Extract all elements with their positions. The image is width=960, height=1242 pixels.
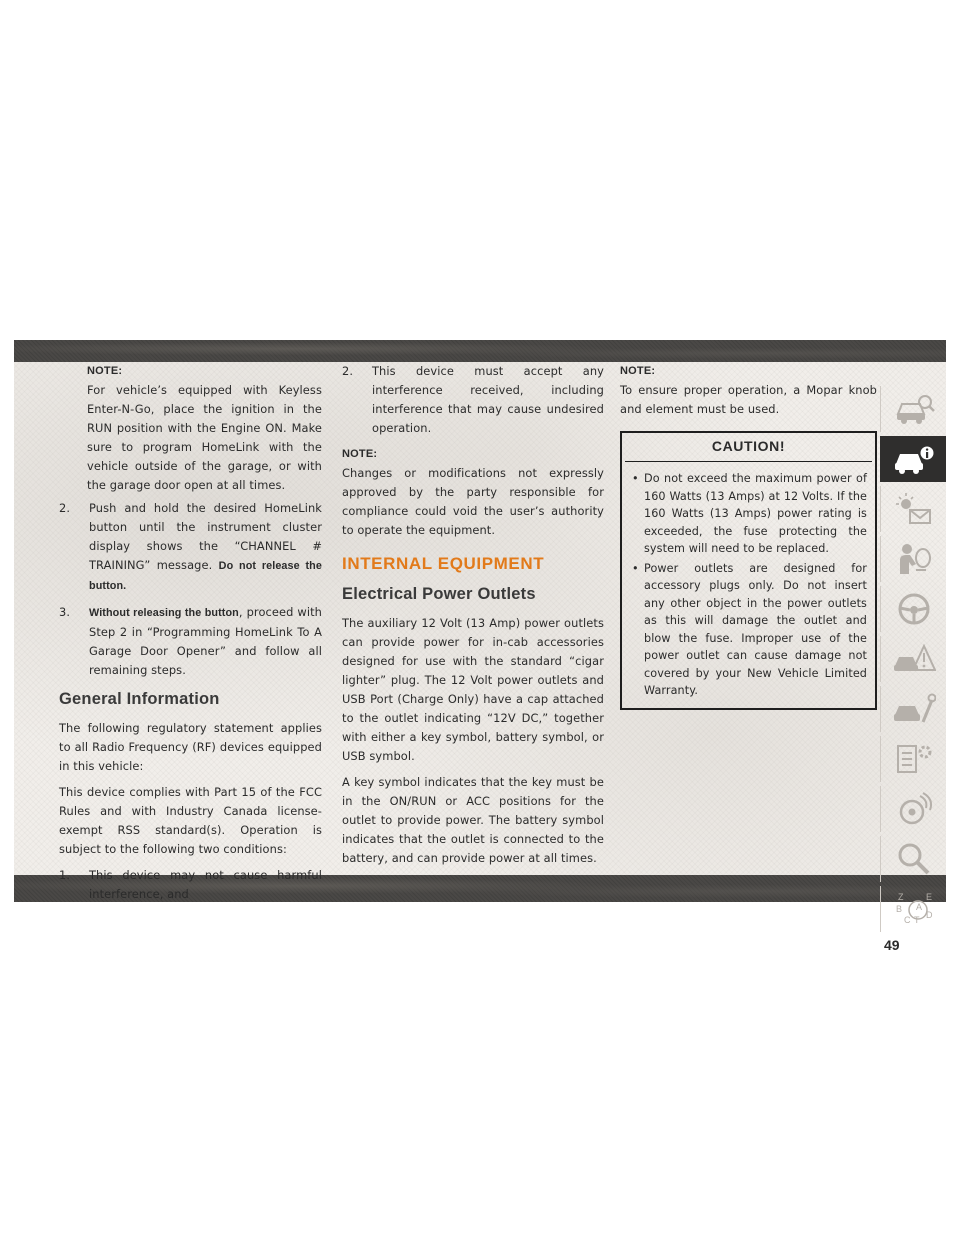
tab-multimedia[interactable] bbox=[880, 786, 947, 832]
power-outlets-heading: Electrical Power Outlets bbox=[342, 585, 536, 603]
outlets-paragraph-2: A key symbol indicates that the key must be in the ON/RUN or ACC positions for the outlet to provide power. The battery symbol indicates that the outlet is connected to the battery, and can provide power at all times. bbox=[342, 775, 604, 865]
hazard-car-icon bbox=[892, 640, 936, 678]
car-magnifier-icon bbox=[892, 390, 936, 428]
step-bold-text: Do not release the button. bbox=[89, 560, 322, 592]
tab-search[interactable] bbox=[880, 836, 947, 882]
bullet-glyph: • bbox=[632, 561, 639, 575]
step-text: Push and hold the desired HomeLink button until the instrument cluster display shows the “CHANNEL # TRAINING” message. bbox=[89, 501, 322, 572]
column-middle bbox=[342, 362, 604, 875]
condition-number: 2. bbox=[342, 364, 354, 378]
bullet-glyph: • bbox=[632, 472, 639, 485]
step-text: , proceed with Step 2 in “Programming HomeLink To A Garage Door Opener” and follow all remaining steps. bbox=[89, 605, 322, 677]
internal-equipment-heading: INTERNAL EQUIPMENT bbox=[342, 554, 545, 573]
warning-lights-icon bbox=[892, 490, 936, 528]
tab-car-wrench[interactable] bbox=[880, 686, 947, 732]
svg-text:E: E bbox=[926, 892, 933, 902]
specs-gear-icon bbox=[892, 740, 936, 778]
note-label: NOTE: bbox=[342, 448, 378, 460]
svg-text:C: C bbox=[904, 915, 911, 925]
index-letters-icon bbox=[892, 890, 936, 928]
svg-text:T: T bbox=[914, 915, 920, 925]
step-number: 2. bbox=[59, 501, 71, 515]
note-text: For vehicle’s equipped with Keyless Enter-N-Go, place the ignition in the RUN position with the Engine ON. Make sure to program HomeLink with the vehicle outside of the garage, or with the garage door open at all times. bbox=[87, 383, 322, 492]
car-wrench-icon bbox=[892, 690, 936, 728]
step-bold-text: Without releasing the button bbox=[89, 607, 239, 619]
condition-text: This device must accept any interference received, including interference that may cause undesired operation. bbox=[372, 364, 604, 435]
caution-bullet-text: Power outlets are designed for accessory plugs only. Do not insert any other object in the power outlets as this will damage the outlet and blow the fuse. Improper use of the power outlet can cause damage not covered by your New Vehicle Limited Warranty. bbox=[644, 561, 867, 697]
svg-text:D: D bbox=[926, 910, 933, 920]
caution-bullet-text: Do not exceed the maximum power of 160 Watts (13 Amps) at 12 Volts. If the 160 Watts (13 Amps) power rating is exceeded, the fuse protecting the system will need to be replaced. bbox=[644, 472, 867, 555]
tab-car-info[interactable] bbox=[880, 436, 946, 482]
car-info-icon bbox=[891, 440, 935, 478]
general-paragraph-1: The following regulatory statement applies to all Radio Frequency (RF) devices equipped in this vehicle: bbox=[59, 721, 322, 773]
tab-warning-lights[interactable] bbox=[880, 486, 947, 532]
condition-1 bbox=[59, 866, 322, 904]
step-2 bbox=[59, 499, 322, 596]
note-text: To ensure proper operation, a Mopar knob and element must be used. bbox=[620, 383, 877, 416]
general-paragraph-2: This device complies with Part 15 of the FCC Rules and with Industry Canada license-exempt RSS standard(s). Operation is subject to the following two conditions: bbox=[59, 785, 322, 856]
search-icon bbox=[892, 840, 936, 878]
tab-index[interactable] bbox=[880, 886, 947, 932]
column-right bbox=[620, 362, 877, 710]
steering-wheel-icon bbox=[892, 590, 936, 628]
chapter-tabs bbox=[880, 386, 946, 936]
general-information-heading: General Information bbox=[59, 690, 220, 708]
note-label: NOTE: bbox=[620, 365, 656, 377]
caution-bullet bbox=[630, 470, 867, 558]
tab-airbag-person[interactable] bbox=[880, 536, 947, 582]
tab-steering-wheel[interactable] bbox=[880, 586, 947, 632]
multimedia-icon bbox=[892, 790, 936, 828]
svg-text:A: A bbox=[916, 902, 923, 912]
caution-list bbox=[622, 470, 875, 700]
note-label: NOTE: bbox=[87, 365, 123, 377]
column-left bbox=[59, 362, 322, 911]
caution-bullet bbox=[630, 560, 867, 700]
tab-hazard-car[interactable] bbox=[880, 636, 947, 682]
outlets-paragraph-1: The auxiliary 12 Volt (13 Amp) power outlets can provide power for in-cab accessories designed for use with the standard “cigar lighter” plug. The 12 Volt power outlets and USB Port (Charge Only) have a cap attached to the outlet indicating “12V DC,” together with either a key symbol, battery symbol, or USB symbol. bbox=[342, 616, 604, 763]
step-3 bbox=[59, 603, 322, 680]
condition-number: 1. bbox=[59, 868, 71, 882]
note-keyless bbox=[87, 362, 322, 495]
step-number: 3. bbox=[59, 605, 71, 619]
top-texture-band bbox=[14, 340, 946, 362]
svg-text:B: B bbox=[896, 904, 903, 914]
tab-specs-gear[interactable] bbox=[880, 736, 947, 782]
note-text: Changes or modifications not expressly approved by the party responsible for compliance could void the user’s authority to operate the equipment. bbox=[342, 466, 604, 537]
condition-text: This device may not cause harmful interference, and bbox=[89, 868, 322, 901]
caution-title: CAUTION! bbox=[625, 433, 872, 462]
svg-text:Z: Z bbox=[898, 892, 904, 902]
airbag-person-icon bbox=[892, 540, 936, 578]
caution-box bbox=[620, 431, 877, 710]
tab-car-magnifier[interactable] bbox=[880, 386, 947, 432]
condition-2 bbox=[342, 362, 604, 438]
page-number: 49 bbox=[884, 937, 900, 953]
